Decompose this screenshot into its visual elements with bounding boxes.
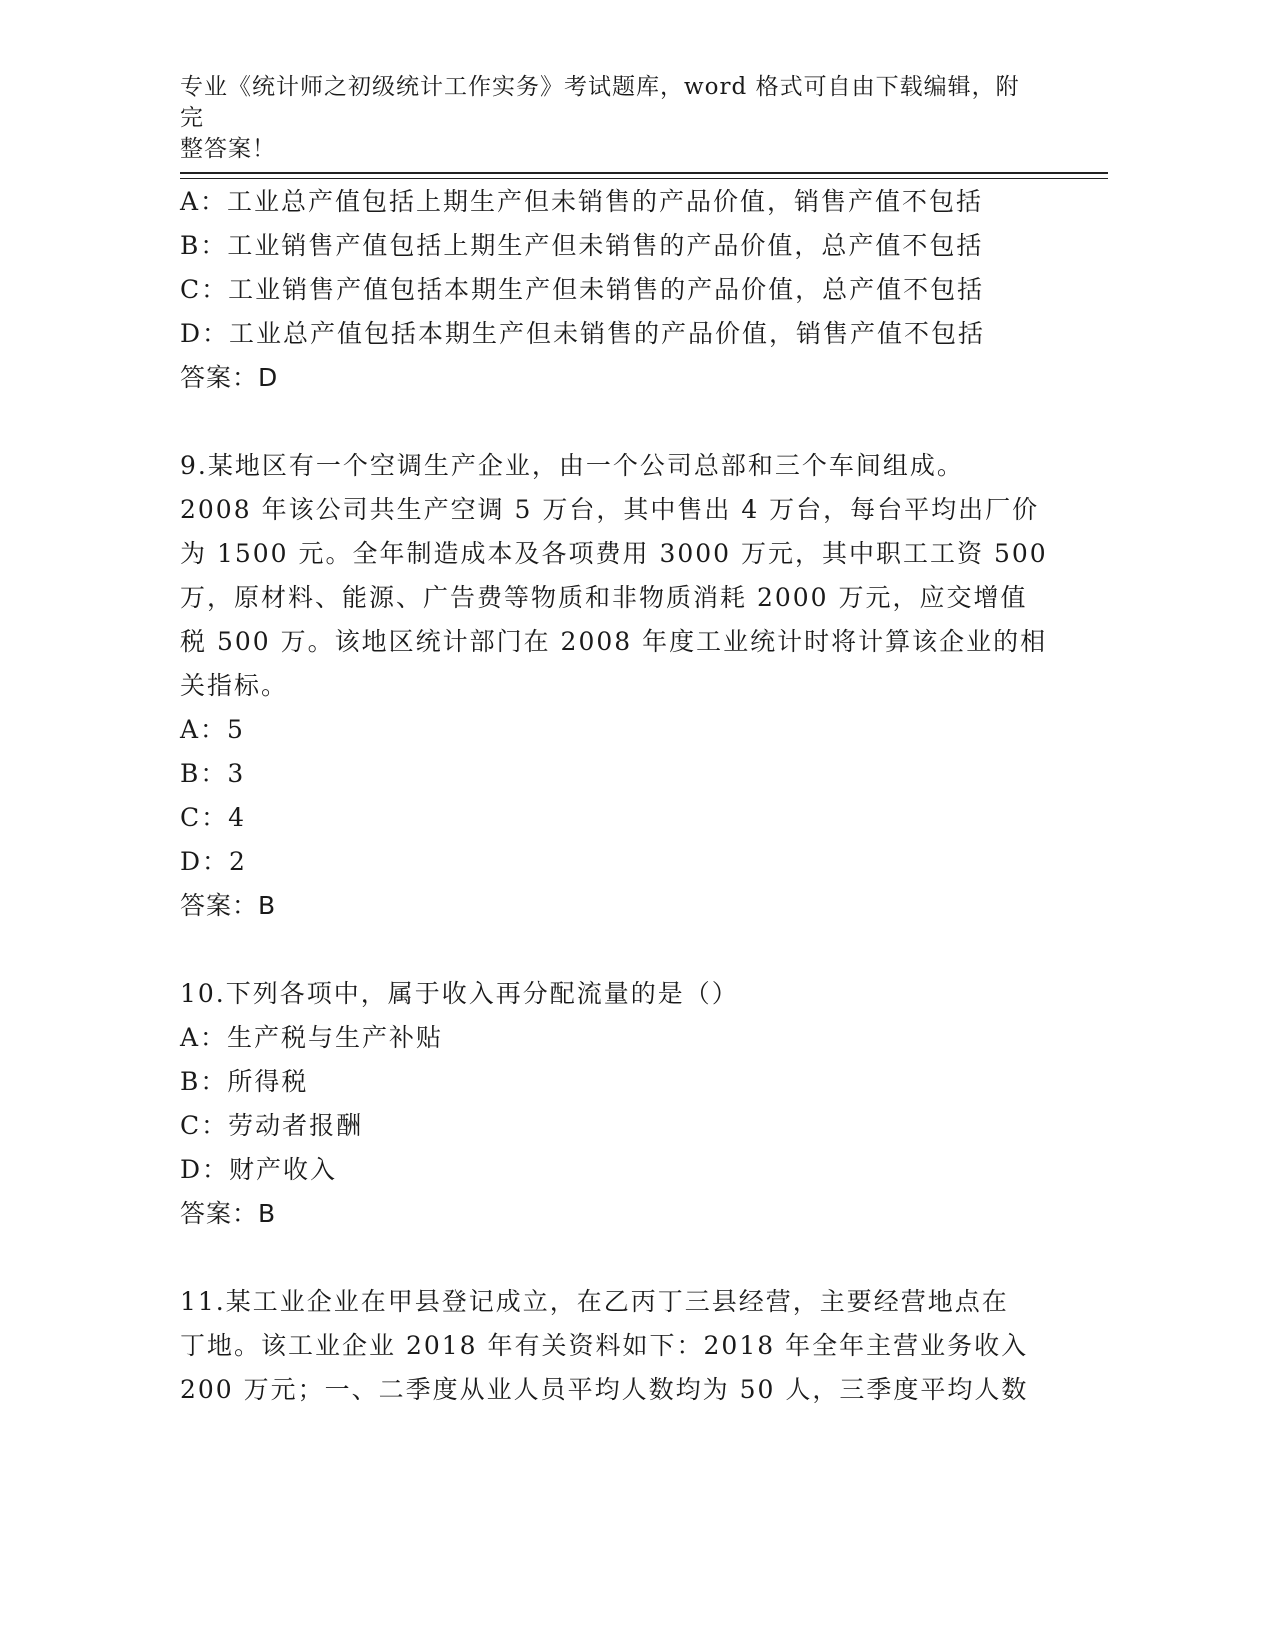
q10-answer: 答案：B bbox=[180, 1199, 277, 1228]
spacer bbox=[180, 1236, 1040, 1280]
question-9-block bbox=[180, 444, 1048, 928]
question-8-block bbox=[180, 180, 1040, 400]
header-line-1: 专业《统计师之初级统计工作实务》考试题库，word 格式可自由下载编辑，附完 bbox=[180, 74, 1020, 131]
q9-stem-line: 9.某地区有一个空调生产企业，由一个公司总部和三个车间组成。 bbox=[180, 451, 964, 480]
document-header bbox=[180, 72, 1040, 165]
question-10-block bbox=[180, 972, 1040, 1236]
q11-stem-line: 200 万元；一、二季度从业人员平均人数均为 50 人，三季度平均人数 bbox=[180, 1375, 1029, 1404]
header-line-2: 整答案！ bbox=[180, 136, 276, 162]
q11-stem-line: 丁地。该工业企业 2018 年有关资料如下：2018 年全年主营业务收入 bbox=[180, 1331, 1029, 1360]
q9-option-b: B：3 bbox=[180, 759, 246, 788]
q9-stem-line: 关指标。 bbox=[180, 671, 289, 700]
q9-stem-line: 税 500 万。该地区统计部门在 2008 年度工业统计时将计算该企业的相 bbox=[180, 627, 1048, 656]
q9-option-c: C：4 bbox=[180, 803, 247, 832]
q8-option-d: D：工业总产值包括本期生产但未销售的产品价值，销售产值不包括 bbox=[180, 319, 986, 348]
header-divider-thin bbox=[180, 178, 1108, 179]
q9-answer: 答案：B bbox=[180, 891, 277, 920]
q10-option-c: C：劳动者报酬 bbox=[180, 1111, 364, 1140]
q9-option-a: A：5 bbox=[180, 715, 245, 744]
document-body bbox=[180, 180, 1048, 1412]
q9-stem-line: 2008 年该公司共生产空调 5 万台，其中售出 4 万台，每台平均出厂价 bbox=[180, 495, 1040, 524]
q10-option-b: B：所得税 bbox=[180, 1067, 309, 1096]
q10-stem: 10.下列各项中，属于收入再分配流量的是（） bbox=[180, 979, 739, 1008]
q9-option-d: D：2 bbox=[180, 847, 247, 876]
spacer bbox=[180, 400, 1040, 444]
q8-option-c: C：工业销售产值包括本期生产但未销售的产品价值，总产值不包括 bbox=[180, 275, 985, 304]
q8-option-b: B：工业销售产值包括上期生产但未销售的产品价值，总产值不包括 bbox=[180, 231, 984, 260]
spacer bbox=[180, 928, 1040, 972]
q10-option-a: A：生产税与生产补贴 bbox=[180, 1023, 444, 1052]
q9-stem-line: 万，原材料、能源、广告费等物质和非物质消耗 2000 万元，应交增值 bbox=[180, 583, 1028, 612]
q10-option-d: D：财产收入 bbox=[180, 1155, 338, 1184]
question-11-block bbox=[180, 1280, 1040, 1412]
q8-option-a: A：工业总产值包括上期生产但未销售的产品价值，销售产值不包括 bbox=[180, 187, 984, 216]
q9-stem-line: 为 1500 元。全年制造成本及各项费用 3000 万元，其中职工工资 500 bbox=[180, 539, 1048, 568]
q11-stem-line: 11.某工业企业在甲县登记成立，在乙丙丁三县经营，主要经营地点在 bbox=[180, 1287, 1009, 1316]
header-divider-thick bbox=[180, 172, 1108, 174]
q8-answer: 答案：D bbox=[180, 363, 279, 392]
